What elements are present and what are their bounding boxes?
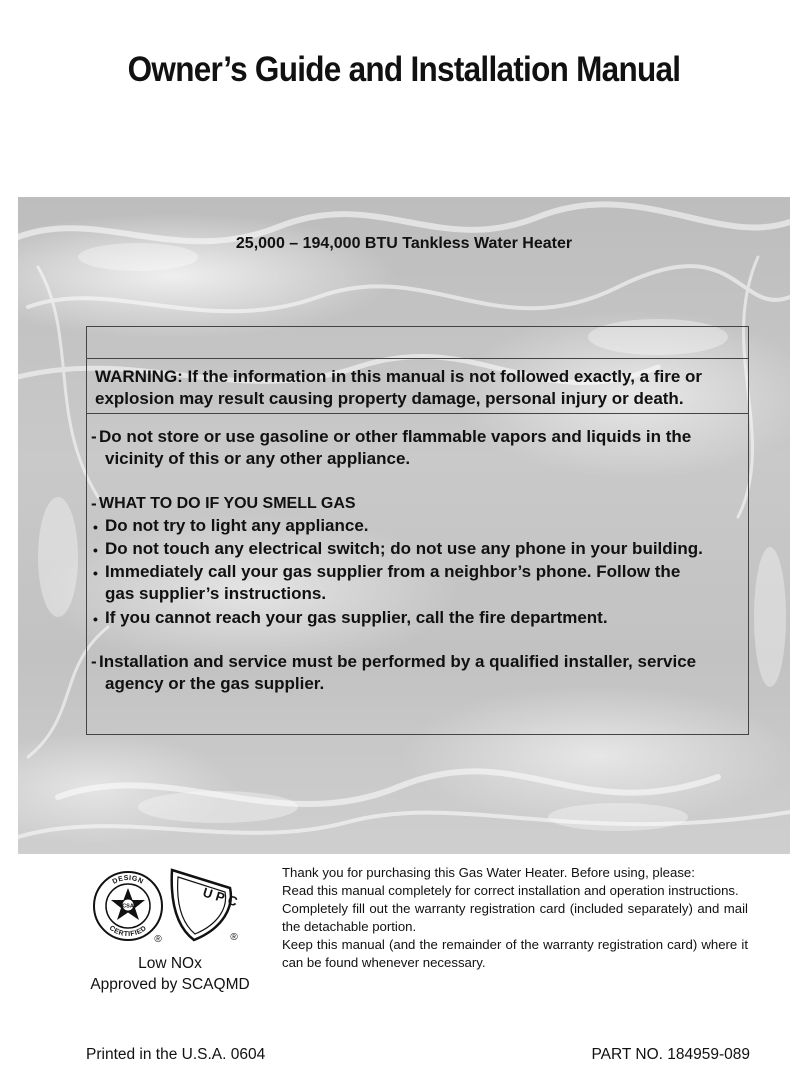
warning-box-header-band xyxy=(87,327,748,359)
warning-line: explosion may result causing property damage, personal injury or death. xyxy=(95,389,684,408)
dash-marker: - xyxy=(91,494,97,513)
warning-statement xyxy=(87,358,748,414)
low-nox-text: Low NOx xyxy=(138,955,202,972)
seal-top-text: DESIGN xyxy=(111,874,145,886)
thanks-line: Completely fill out the warranty registration card (included separately) and mail the detachable portion. xyxy=(282,901,748,934)
low-nox-label xyxy=(70,953,270,995)
thanks-line: Thank you for purchasing this Gas Water Heater. Before using, please: xyxy=(282,865,695,880)
upc-text: UPC xyxy=(201,884,244,911)
instruction-line: agency or the gas supplier. xyxy=(105,674,325,693)
product-subtitle: 25,000 – 194,000 BTU Tankless Water Heater xyxy=(235,235,573,252)
bullet-marker: • xyxy=(93,565,98,581)
thanks-line: Keep this manual (and the remainder of the warranty registration card) where it can be found whenever necessary. xyxy=(282,937,748,970)
bullet-item xyxy=(105,561,745,605)
bullet-item: Do not try to light any appliance. xyxy=(105,516,369,535)
warning-line: WARNING: If the information in this manual is not followed exactly, a fire or xyxy=(95,367,703,386)
smell-gas-heading: WHAT TO DO IF YOU SMELL GAS xyxy=(99,495,356,512)
bullet-item: If you cannot reach your gas supplier, call the fire department. xyxy=(105,608,608,627)
dash-marker: - xyxy=(91,652,97,671)
instruction-line: vicinity of this or any other appliance. xyxy=(105,449,411,468)
warning-box xyxy=(86,326,749,735)
instruction-paragraph xyxy=(99,426,739,470)
registered-mark: ® xyxy=(230,932,238,943)
instruction-line: Installation and service must be performed by a qualified installer, service xyxy=(99,652,697,671)
part-number: PART NO. 184959-089 xyxy=(591,1046,750,1063)
page-title: Owner’s Guide and Installation Manual xyxy=(127,50,681,89)
csa-design-certified-seal xyxy=(92,868,164,944)
seal-center-text: CSA xyxy=(122,903,134,910)
bullet-marker: • xyxy=(93,542,98,558)
bullet-line: gas supplier’s instructions. xyxy=(105,584,327,603)
water-background-panel xyxy=(18,197,790,854)
instruction-line: Do not store or use gasoline or other flammable vapors and liquids in the xyxy=(99,427,692,446)
instruction-paragraph xyxy=(99,651,739,695)
printed-in-usa: Printed in the U.S.A. 0604 xyxy=(86,1046,266,1063)
bullet-line: Immediately call your gas supplier from a neighbor’s phone. Follow the xyxy=(105,562,681,581)
registered-mark: ® xyxy=(154,934,162,944)
bullet-marker: • xyxy=(93,611,98,627)
dash-marker: - xyxy=(91,427,97,446)
scaqmd-approval-text: Approved by SCAQMD xyxy=(90,976,250,993)
upc-shield-logo xyxy=(168,866,246,946)
bullet-marker: • xyxy=(93,519,98,535)
thanks-line: Read this manual completely for correct installation and operation instructions. xyxy=(282,883,739,898)
seal-bottom-text: CERTIFIED xyxy=(107,924,149,939)
thank-you-instructions xyxy=(282,864,748,972)
bullet-item: Do not touch any electrical switch; do not use any phone in your building. xyxy=(105,539,703,558)
